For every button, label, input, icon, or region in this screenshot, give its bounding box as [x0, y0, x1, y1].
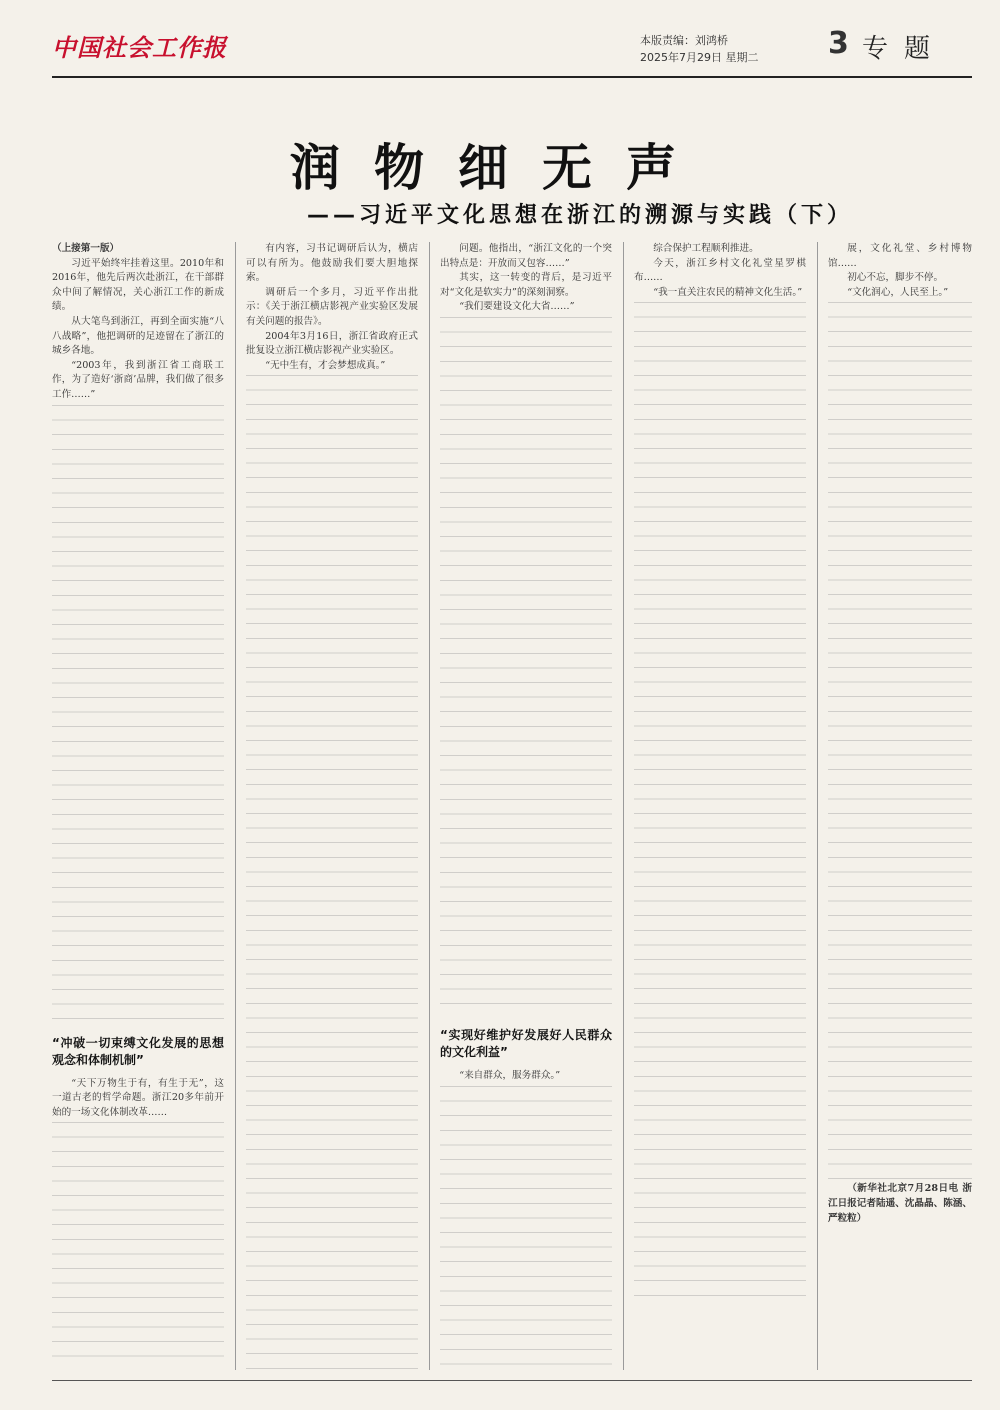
page-meta	[640, 32, 759, 66]
paragraph: “天下万物生于有，有生于无”，这一道古老的哲学命题。浙江20多年前开始的一场文化体制改革……	[52, 1077, 224, 1118]
paragraph: 问题。他指出，“浙江文化的一个突出特点是：开放而又包容……”	[440, 243, 612, 269]
paragraph: “2003年，我到浙江省工商联工作，为了造好‘浙商’品牌，我们做了很多工作……”	[52, 359, 224, 400]
continued-note: （上接第一版）	[52, 243, 120, 254]
article-column-5	[828, 242, 972, 1370]
paragraph: “我一直关注农民的精神文化生活。”	[653, 286, 803, 298]
paragraph: 2004年3月16日，浙江省政府正式批复设立浙江横店影视产业实验区。	[246, 330, 418, 357]
paragraph: “来自群众，服务群众。”	[459, 1069, 561, 1081]
editor-credit: 本版责编：刘鸿桥	[640, 34, 728, 47]
article-column-4	[634, 242, 806, 1370]
paragraph: 有内容，习书记调研后认为，横店可以有所为。他鼓励我们要大胆地探索。	[246, 243, 418, 284]
column-divider	[235, 242, 236, 1370]
paragraph: 调研后一个多月，习近平作出批示：《关于浙江横店影视产业实验区发展有关问题的报告》。	[246, 286, 418, 327]
article-column-1	[52, 242, 224, 1370]
paragraph: 综合保护工程顺利推进。	[653, 243, 759, 254]
masthead	[0, 0, 1000, 78]
section-subtitle: “实现好维护好发展好人民群众的文化利益”	[440, 1027, 612, 1059]
text-block	[52, 1122, 224, 1370]
newspaper-logo: 中国社会工作报	[52, 33, 227, 62]
text-block	[246, 375, 418, 1370]
paragraph: “无中生有，才会梦想成真。”	[265, 359, 386, 371]
page-headline: 润物细无声	[290, 139, 710, 197]
section-subtitle: “冲破一切束缚文化发展的思想观念和体制机制”	[52, 1035, 224, 1067]
text-block	[440, 1086, 612, 1370]
paragraph: 从大笔鸟到浙江，再到全面实施“八八战略”，他把调研的足迹留在了浙江的城乡各地。	[52, 315, 224, 357]
column-divider	[817, 242, 818, 1370]
issue-date: 2025年7月29日 星期二	[640, 51, 759, 64]
article-signoff: （新华社北京7月28日电 浙江日报记者陆遥、沈晶晶、陈涵、严粒粒）	[828, 1183, 972, 1224]
paragraph: 展，文化礼堂、乡村博物馆……	[828, 243, 972, 269]
page-bottom-rule	[52, 1380, 972, 1381]
text-block	[52, 405, 224, 1025]
paragraph: 初心不忘，脚步不停。	[847, 272, 944, 284]
section-title: 专题	[862, 34, 947, 64]
paragraph: 今天，浙江乡村文化礼堂星罗棋布……	[634, 257, 806, 284]
article-body	[52, 242, 972, 1370]
text-block	[634, 302, 806, 1302]
page-subheadline: ——习近平文化思想在浙江的溯源与实践（下）	[306, 203, 853, 228]
masthead-divider	[52, 76, 972, 78]
text-block	[440, 317, 612, 1017]
page-number: 3	[828, 26, 849, 61]
text-block	[828, 302, 972, 1182]
article-column-2	[246, 242, 418, 1370]
paragraph: 习近平始终牢挂着这里。2010年和2016年，他先后两次赴浙江，在干部群众中间了解情况，关心浙江工作的新成绩。	[52, 257, 224, 313]
paragraph: “我们要建设文化大省……”	[459, 301, 575, 313]
paragraph: 其实，这一转变的背后，是习近平对“文化是软实力”的深刻洞察。	[440, 272, 612, 298]
paragraph: “文化润心，人民至上。”	[847, 286, 949, 298]
column-divider	[623, 242, 624, 1370]
column-divider	[429, 242, 430, 1370]
article-column-3	[440, 242, 612, 1370]
